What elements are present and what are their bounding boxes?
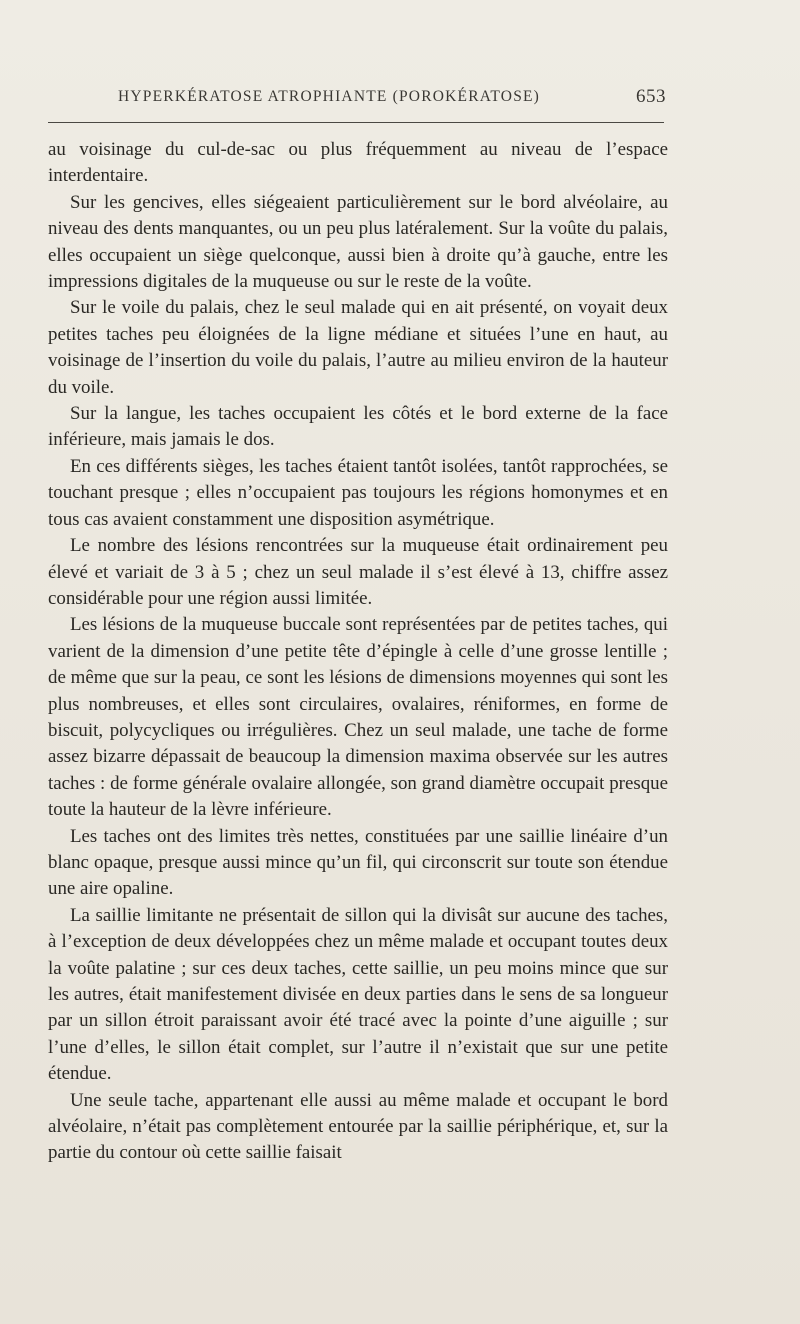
paragraph-saillie-limitante: La saillie limitante ne présentait de sillon qui la divisât sur aucune des taches, à l’exception de deux développées chez un même malade et occupant toutes deux la voûte palatine ; sur ces deux taches, cette saillie, un peu moins mince que sur les autres, était manifestement divisée en deux parties dans le sens de sa longueur par un sillon étroit paraissant avoir été tracé avec la pointe d’une aiguille ; sur l’une d’elles, le sillon était complet, sur l’autre il n’existait que sur une petite étendue.	[48, 904, 668, 1085]
paragraph-limites-taches: Les taches ont des limites très nettes, constituées par une saillie linéaire d’un blanc opaque, presque aussi mince qu’un fil, qui circonscrit sur toute son étendue une aire opaline.	[48, 825, 668, 900]
paragraph-continuation: au voisinage du cul-de-sac ou plus fréquemment au niveau de l’espace interdentaire.	[48, 139, 668, 187]
paragraph-gencives: Sur les gencives, elles siégeaient particulièrement sur le bord alvéolaire, au niveau des dents manquantes, ou un peu plus latéralement. Sur la voûte du palais, elles occupaient un siège quelconque, aussi bien à droite qu’à gauche, entre les impressions digitales de la muqueuse ou sur le reste de la voûte.	[48, 191, 668, 293]
paragraph-lesions-muqueuse: Les lésions de la muqueuse buccale sont représentées par de petites taches, qui varient de la dimension d’une petite tête d’épingle à celle d’une grosse lentille ; de même que sur la peau, ce sont les lésions de dimensions moyennes qui sont les plus nombreuses, et elles sont circulaires, ovalaires, réniformes, en forme de biscuit, polycycliques ou irrégulières. Chez un seul malade, une tache de forme assez bizarre dépassait de beaucoup la dimension maxima observée sur les autres taches : de forme générale ovalaire allongée, son grand diamètre occupait presque toute la hauteur de la lèvre inférieure.	[48, 614, 668, 821]
paragraph-sieges: En ces différents sièges, les taches étaient tantôt isolées, tantôt rapprochées, se touchant presque ; elles n’occupaient pas toujours les régions homonymes et en tous cas avaient constamment une disposition asymétrique.	[48, 455, 668, 530]
paragraph-nombre-lesions: Le nombre des lésions rencontrées sur la muqueuse était ordinairement peu élevé et variait de 3 à 5 ; chez un seul malade il s’est élevé à 13, chiffre assez considérable pour une région aussi limitée.	[48, 535, 668, 609]
running-title: HYPERKÉRATOSE ATROPHIANTE (POROKÉRATOSE)	[118, 88, 541, 105]
header-rule	[48, 122, 664, 123]
page-number: 653	[636, 86, 666, 107]
page-header	[118, 88, 666, 112]
paragraph-voile-du-palais: Sur le voile du palais, chez le seul malade qui en ait présenté, on voyait deux petites taches peu éloignées de la ligne médiane et situées l’une en haut, au voisinage de l’insertion du voile du palais, l’autre au milieu environ de la hauteur du voile.	[48, 297, 668, 398]
body-text	[48, 137, 668, 1167]
paragraph-seule-tache: Une seule tache, appartenant elle aussi au même malade et occupant le bord alvéolaire, n’était pas complètement entourée par la saillie périphérique, et, sur la partie du contour où cette saillie faisait	[48, 1089, 668, 1164]
paragraph-langue: Sur la langue, les taches occupaient les côtés et le bord externe de la face inférieure, mais jamais le dos.	[48, 403, 668, 451]
